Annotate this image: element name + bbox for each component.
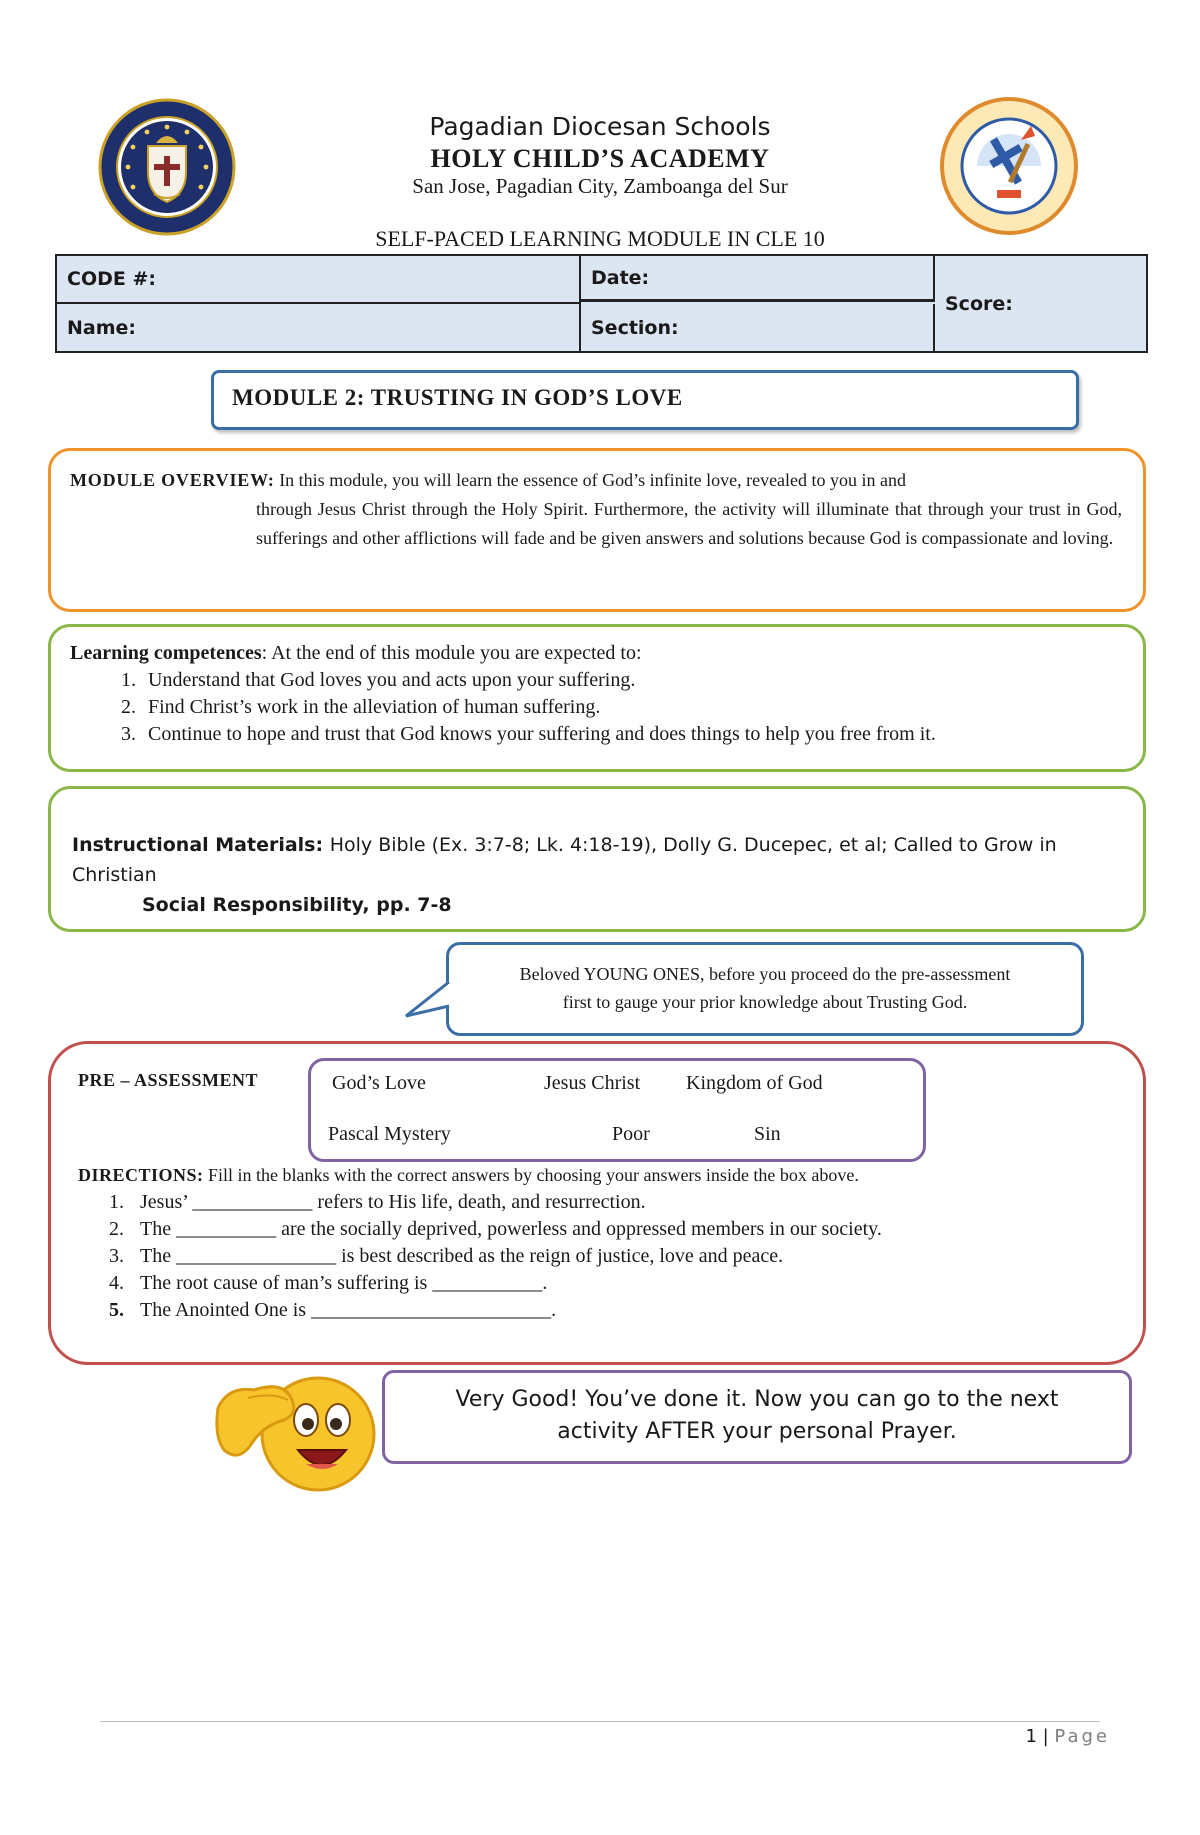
list-item: 3. Continue to hope and trust that God knows your suffering and does things to help you free from it. [121, 723, 936, 745]
materials-line-1: Holy Bible (Ex. 3:7-8; Lk. 4:18-19), Dolly G. Ducepec, et al; Called to Grow in Christian [72, 834, 1057, 886]
question-item[interactable]: 1. Jesus’ ____________ refers to His life, death, and resurrection. [109, 1191, 646, 1213]
module-overview-first-line [70, 466, 1122, 495]
competence-list [100, 667, 936, 748]
question-item[interactable]: 3. The ________________ is best described as the reign of justice, love and peace. [109, 1245, 784, 1267]
word-bank-item: Jesus Christ [544, 1072, 641, 1094]
question-item[interactable]: 4. The root cause of man’s suffering is ___________. [109, 1272, 548, 1294]
thumbs-up-emoji-icon [208, 1368, 388, 1494]
school-address: San Jose, Pagadian City, Zamboanga del Sur [412, 174, 788, 198]
score-field[interactable]: Score: [945, 292, 1013, 315]
question-item[interactable]: 5. The Anointed One is ________________________. [109, 1299, 557, 1321]
name-field[interactable]: Name: [57, 304, 581, 351]
code-field[interactable]: CODE #: [57, 256, 581, 304]
word-bank-item: Pascal Mystery [328, 1123, 451, 1145]
list-item: 2. Find Christ’s work in the alleviation of human suffering. [121, 696, 601, 718]
page-number: 1 | Page [1025, 1726, 1110, 1747]
directions-label: DIRECTIONS: [78, 1165, 204, 1185]
directions-text: Fill in the blanks with the correct answers by choosing your answers inside the box above. [203, 1165, 859, 1185]
word-bank-item: Sin [754, 1123, 781, 1145]
diocese-name: Pagadian Diocesan Schools [429, 112, 771, 141]
word-bank-item: God’s Love [332, 1072, 426, 1094]
materials-text [72, 830, 1132, 920]
date-field[interactable]: Date: [581, 256, 935, 302]
pre-assessment-label: PRE – ASSESSMENT [78, 1070, 259, 1090]
completion-message: Very Good! You’ve done it. Now you can go to the next activity AFTER your personal Prayer. [455, 1387, 1059, 1444]
bubble-text: Beloved YOUNG ONES, before you proceed do the pre-assessment first to gauge your prior knowledge about Trusting God. [519, 964, 1011, 1012]
overview-label: MODULE OVERVIEW: [70, 470, 275, 490]
overview-body: through Jesus Christ through the Holy Spirit. Furthermore, the activity will illuminate that through your trust in God, sufferings and other afflictions will fade and be given answers and solutions because God is compassionate and loving. [256, 499, 1122, 548]
list-item: 1. Understand that God loves you and acts upon your suffering. [121, 669, 636, 691]
student-info-table [55, 254, 1148, 353]
word-bank-item: Poor [612, 1123, 650, 1145]
footer-divider [100, 1721, 1100, 1722]
word-bank-item: Kingdom of God [686, 1072, 823, 1094]
question-item[interactable]: 2. The __________ are the socially deprived, powerless and oppressed members in our society. [109, 1218, 882, 1240]
module-title-box [211, 370, 1079, 430]
overview-first-line: In this module, you will learn the essence of God’s infinite love, revealed to you in and [279, 470, 907, 490]
school-name: HOLY CHILD’S ACADEMY [430, 144, 770, 173]
section-field[interactable]: Section: [581, 304, 935, 351]
directions [78, 1165, 859, 1186]
module-subject-title: SELF-PACED LEARNING MODULE IN CLE 10 [375, 226, 825, 251]
competences-intro [70, 640, 642, 667]
competences-label: Learning competences [70, 642, 262, 664]
competences-intro-text: : At the end of this module you are expected to: [261, 642, 642, 664]
materials-label: Instructional Materials: [72, 834, 324, 856]
question-list [96, 1189, 882, 1324]
module-title: MODULE 2: TRUSTING IN GOD’S LOVE [232, 385, 683, 410]
materials-line-2: Social Responsibility, pp. 7-8 [142, 894, 452, 916]
